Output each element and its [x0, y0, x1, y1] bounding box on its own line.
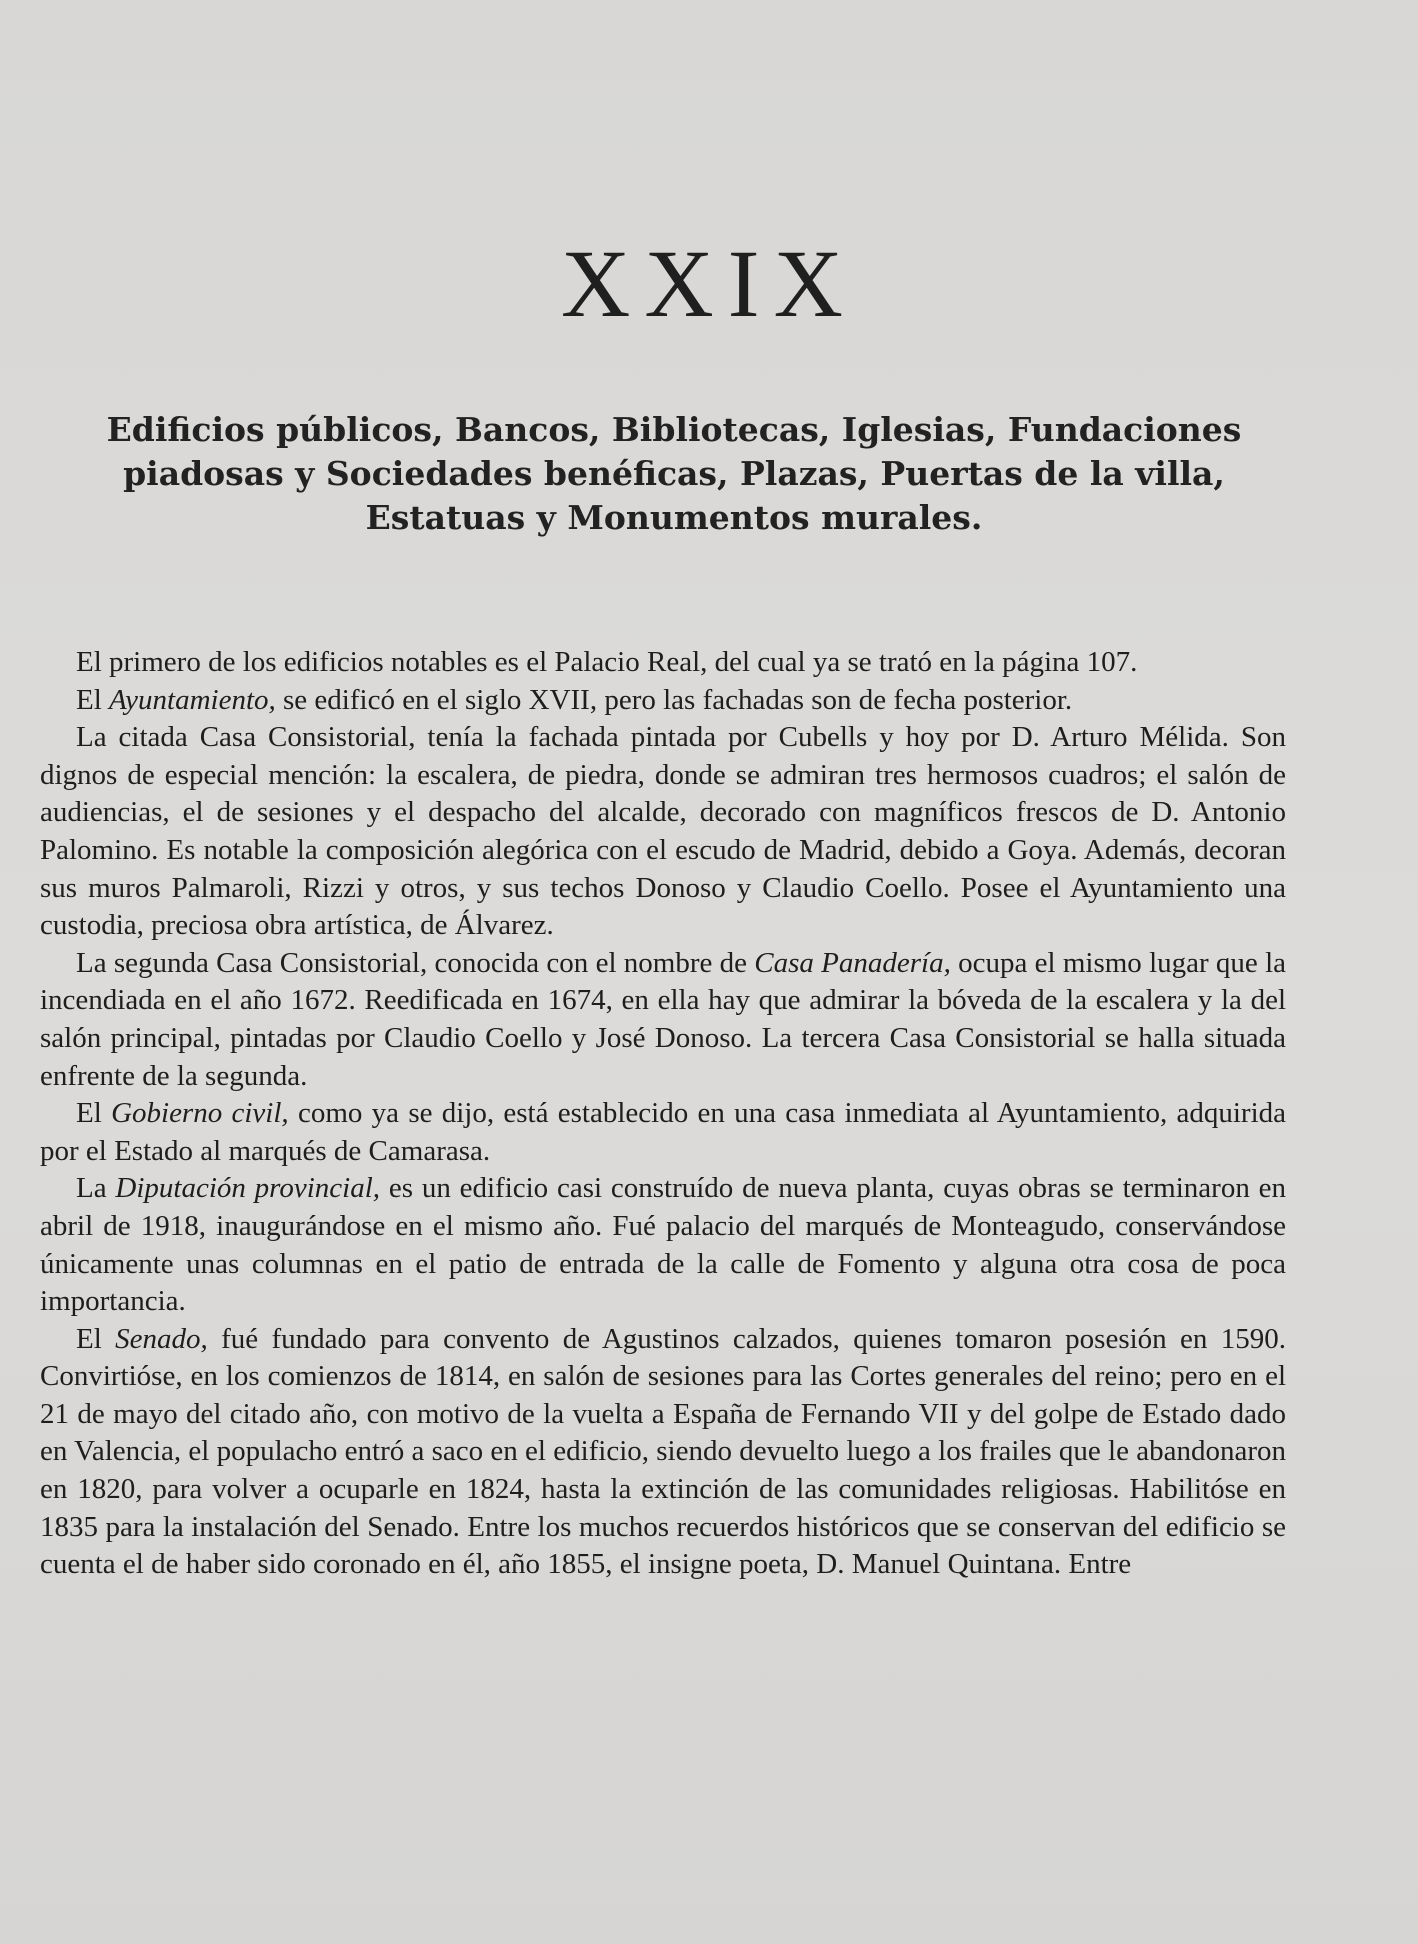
paragraph-text: La segunda Casa Consistorial, conocida con el nombre de: [76, 946, 755, 979]
paragraph-text: fué fundado para convento de Agustinos calzados, quienes tomaron posesión en 1590. Convirtióse, en los comienzos de 1814, en salón de sesiones para las Cortes generales del reino; pero en el 21 de mayo del citado año, con motivo de la vuelta a España de Fernando VII y del golpe de Estado dado en Valencia, el populacho entró a saco en el edificio, siendo devuelto luego a los frailes que le abandonaron en 1820, para volver a ocuparle en 1824, hasta la extinción de las comunidades religiosas. Habilitóse en 1835 para la instalación del Senado. Entre los muchos recuerdos históricos que se conservan del edificio se cuenta el de haber sido coronado en él, año 1855, el insigne poeta, D. Manuel Quintana. Entre: [40, 1322, 1287, 1581]
paragraph-text: El: [76, 1097, 112, 1130]
paragraph-text: ocupa el mismo lugar que la incendiada en el año 1672. Reedificada en 1674, en ella hay que admirar la bóveda de la escalera y la del salón principal, pintadas por Claudio Coello y José Donoso. La tercera Casa Consistorial se halla situada enfrente de la segunda.: [40, 946, 1286, 1092]
body-text: [40, 644, 1286, 1584]
paragraph-senado: [40, 1321, 1286, 1584]
italic-term: Casa Panadería,: [754, 946, 951, 979]
paragraph-text: como ya se dijo, está establecido en una casa inmediata al Ayuntamiento, adquirida por el Estado al marqués de Camarasa.: [40, 1097, 1286, 1167]
paragraph-text: El: [76, 683, 110, 716]
italic-term: Senado,: [115, 1322, 208, 1355]
paragraph-text: El: [76, 1322, 116, 1355]
paragraph-ayuntamiento: [40, 682, 1286, 720]
chapter-title: Edificios públicos, Bancos, Bibliotecas, Iglesias, Fundaciones piadosas y Sociedades benéficas, Plazas, Puertas de la villa, Estatuas y Monumentos murales.: [106, 410, 1242, 537]
paragraph-gobierno-civil: [40, 1095, 1286, 1170]
paragraph-palacio-real: El primero de los edificios notables es el Palacio Real, del cual ya se trató en la página 107.: [76, 646, 1138, 678]
paragraph-text: La: [76, 1172, 116, 1205]
chapter-number: XXIX: [561, 230, 857, 337]
paragraph-casa-consistorial: La citada Casa Consistorial, tenía la fachada pintada por Cubells y hoy por D. Arturo Mélida. Son dignos de especial mención: la escalera, de piedra, donde se admiran tres hermosos cuadros; el salón de audiencias, el de sesiones y el despacho del alcalde, decorado con magníficos frescos de D. Antonio Palomino. Es notable la composición alegórica con el escudo de Madrid, debido a Goya. Además, decoran sus muros Palmaroli, Rizzi y otros, y sus techos Donoso y Claudio Coello. Posee el Ayuntamiento una custodia, preciosa obra artística, de Álvarez.: [40, 721, 1286, 942]
paragraph-casa-panaderia: [40, 945, 1286, 1095]
paragraph-text: es un edificio casi construído de nueva planta, cuyas obras se terminaron en abril de 1918, inaugurándose en el mismo año. Fué palacio del marqués de Monteagudo, conservándose únicamente unas columnas en el patio de entrada de la calle de Fomento y alguna otra cosa de poca importancia.: [40, 1172, 1286, 1318]
italic-term: Ayuntamiento,: [109, 683, 276, 716]
italic-term: Diputación provincial,: [115, 1172, 381, 1205]
paragraph-text: se edificó en el siglo XVII, pero las fachadas son de fecha posterior.: [275, 683, 1073, 716]
paragraph-diputacion: [40, 1170, 1286, 1320]
italic-term: Gobierno civil,: [111, 1097, 289, 1130]
